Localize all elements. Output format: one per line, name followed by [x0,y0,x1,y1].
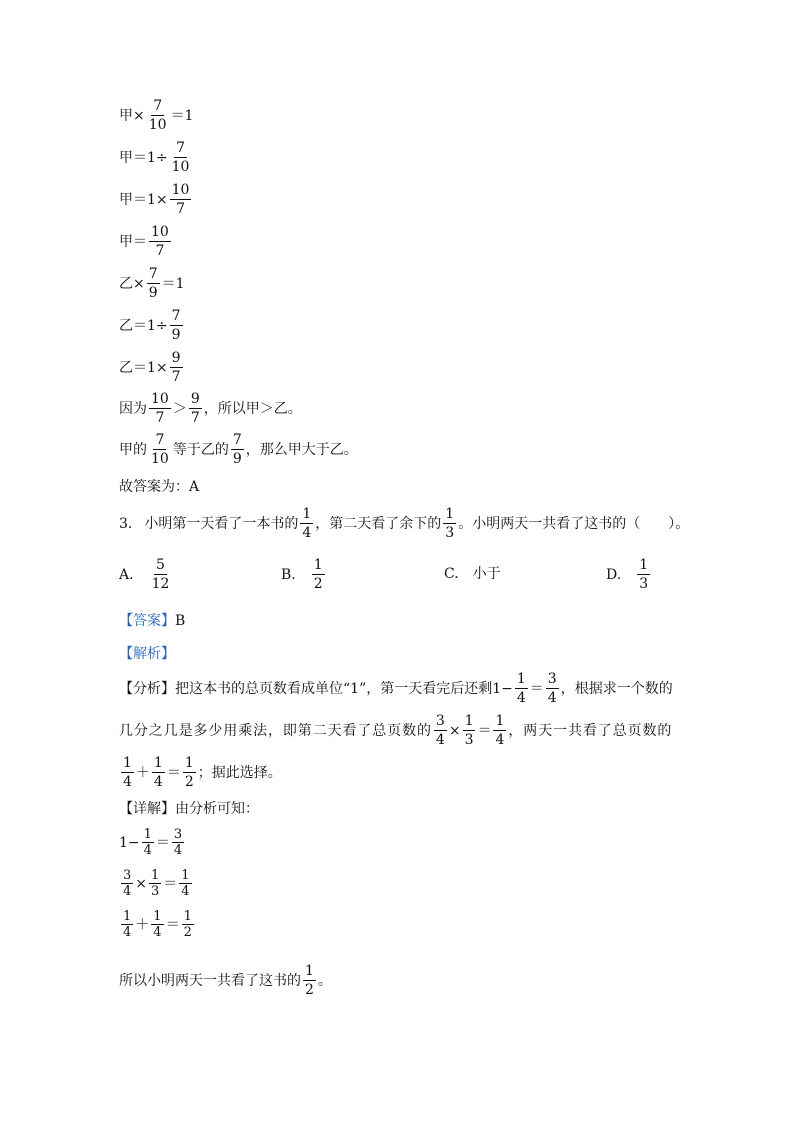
denominator: 4 [123,774,132,790]
fraction [182,909,194,940]
numerator: 3 [547,671,557,687]
numerator: 1 [151,868,160,883]
answer-line [119,478,199,496]
fraction [443,505,456,542]
fraction [150,556,172,593]
fraction [149,390,171,427]
fraction [170,139,192,176]
text-segment: 把这本书的总页数看成单位“1”，第一天看完后还剩1− [175,680,513,697]
text-segment: 。 [317,972,332,989]
fraction [170,349,183,386]
numerator: 1 [153,755,163,771]
text-segment: 甲× [119,107,145,124]
fraction [179,868,191,899]
numerator: 7 [171,308,181,324]
denominator: 3 [445,525,455,541]
text-segment: ，所以甲＞乙。 [203,400,302,417]
text-segment: ＞ [172,400,187,417]
numerator: 7 [155,432,165,448]
text-segment: 由分析可知： [175,801,259,817]
equation-line [119,349,185,386]
text-segment: 【答案】 [119,613,175,629]
equation-line [119,97,193,134]
numerator: 7 [176,140,186,156]
text-segment: ＝ [155,834,170,851]
numerator: 7 [148,266,158,282]
denominator: 4 [435,732,445,748]
numerator: 3 [435,713,445,729]
analysis-paragraph-line-1 [119,670,673,707]
text-segment: ＝ [165,916,180,933]
denominator: 4 [516,690,526,706]
text-segment: ，根据求一个数的 [560,680,673,697]
text-segment: C. [444,566,459,582]
fraction [121,909,133,940]
answer-section [119,612,185,630]
text-segment: × [448,722,461,739]
text-segment: ＝ [477,722,492,739]
numerator: 1 [184,755,194,771]
text-segment: 甲＝1× [119,191,168,208]
denominator: 4 [181,884,190,899]
denominator: 7 [171,369,181,385]
denominator: 9 [171,327,181,343]
option-c [444,565,501,583]
numerator: 3 [123,868,132,883]
fraction [183,754,196,791]
text-segment: 甲＝ [119,233,147,250]
numerator: 1 [123,755,132,771]
fraction [142,827,154,858]
fraction [121,868,133,899]
fraction [463,712,476,749]
numerator: 1 [639,557,649,573]
text-segment: ＝ [166,764,181,781]
equation-line [119,181,193,218]
text-segment: 小于 [472,566,501,582]
fraction [189,390,202,427]
fraction [546,670,559,707]
detail-conclusion [119,962,332,999]
text-segment: 等于乙的 [172,441,229,458]
denominator: 3 [464,732,474,748]
text-segment: 甲＝1÷ [119,149,168,166]
fraction [170,307,183,344]
denominator: 7 [176,201,186,217]
text-segment: ＋ [135,916,150,933]
fraction [152,754,165,791]
denominator: 2 [183,925,192,940]
text-segment: D. [606,566,622,583]
denominator: 4 [173,843,183,858]
text-segment: ；据此选择。 [197,764,282,781]
detail-equation-3 [119,909,196,940]
numerator: 10 [151,391,169,407]
fraction [151,909,163,940]
text-segment: ＝1 [170,107,194,124]
analysis-paragraph-line-2 [119,712,672,749]
denominator: 9 [232,451,242,467]
fraction [172,827,184,858]
numerator: 9 [190,391,200,407]
conclusion-line [119,431,358,468]
analysis-heading [119,645,175,663]
denominator: 3 [151,884,160,899]
fraction [147,97,169,134]
text-segment: 小明第一天看了一本书的 [144,515,299,532]
denominator: 4 [123,925,132,940]
numerator: 1 [183,909,192,924]
text-segment: ＋ [135,764,150,781]
text-segment: 乙× [119,275,145,292]
fraction [121,754,134,791]
option-b [281,556,327,593]
analysis-paragraph-line-3 [119,754,282,791]
text-segment: ＝1 [161,275,185,292]
numerator: 7 [232,432,242,448]
fraction [515,670,528,707]
denominator: 4 [123,884,132,899]
denominator: 2 [184,774,194,790]
text-segment: ＝ [529,680,544,697]
text-segment: 所以小明两天一共看了这书的 [119,972,301,989]
numerator: 9 [171,350,181,366]
fraction [231,431,244,468]
denominator: 12 [151,576,170,592]
denominator: 2 [305,982,314,998]
numerator: 1 [464,713,474,729]
comparison-line [119,390,302,427]
text-segment: B [175,613,186,629]
fraction [149,431,171,468]
numerator: 1 [516,671,526,687]
text-segment: 故答案为：A [119,479,200,495]
question-number: 3. [119,515,133,532]
text-segment: 甲的 [119,441,147,458]
numerator: 1 [305,963,314,979]
denominator: 7 [190,410,200,426]
denominator: 9 [148,285,158,301]
equation-line [119,265,185,302]
denominator: 10 [171,159,190,175]
numerator: 3 [173,827,183,842]
text-segment: 【详解】 [119,801,175,817]
numerator: 1 [143,827,152,842]
text-segment: 【解析】 [119,646,175,662]
detail-equation-1 [119,827,186,858]
text-segment: 几分之几是多少用乘法，即第二天看了总页数的 [119,722,432,739]
denominator: 7 [155,410,165,426]
option-d [606,556,652,593]
numerator: 7 [153,98,163,114]
text-segment: 乙＝1× [119,359,168,376]
fraction [170,181,192,218]
denominator: 4 [143,843,152,858]
numerator: 1 [445,506,455,522]
text-segment: 乙＝1÷ [119,317,168,334]
text-segment: ，两天一共看了总页数的 [508,722,673,739]
detail-equation-2 [119,868,194,899]
text-segment: × [135,875,148,892]
text-segment: ，那么甲大于乙。 [245,441,358,458]
text-segment: B. [281,566,296,583]
text-segment: 。小明两天一共看了这书的（ ）。 [458,515,690,532]
text-segment: ，第二天看了余下的 [315,515,442,532]
equation-line [119,139,193,176]
fraction [149,223,171,260]
numerator: 1 [123,909,132,924]
denominator: 10 [148,117,167,133]
numerator: 10 [171,182,190,198]
option-a [119,556,173,593]
fraction [434,712,447,749]
denominator: 2 [313,576,323,592]
denominator: 4 [302,525,312,541]
numerator: 1 [153,909,162,924]
denominator: 3 [639,576,649,592]
detail-heading [119,800,259,818]
numerator: 5 [156,557,165,573]
equation-line [119,223,173,260]
fraction [312,556,325,593]
numerator: 1 [302,506,312,522]
fraction [147,265,160,302]
equation-line [119,307,185,344]
text-segment: A. [119,566,134,583]
text-segment: 因为 [119,400,147,417]
fraction [493,712,506,749]
denominator: 4 [495,732,505,748]
text-segment: ＝ [163,875,178,892]
denominator: 4 [547,690,557,706]
denominator: 7 [155,243,165,259]
fraction [149,868,161,899]
text-segment: 1− [119,834,140,851]
fraction [303,962,316,999]
numerator: 1 [313,557,323,573]
fraction [300,505,313,542]
numerator: 1 [181,868,190,883]
denominator: 10 [151,451,169,467]
denominator: 4 [153,925,162,940]
text-segment: 【分析】 [119,680,175,697]
numerator: 10 [151,224,169,240]
fraction [637,556,650,593]
numerator: 1 [495,713,505,729]
question-3 [119,505,689,542]
denominator: 4 [153,774,163,790]
